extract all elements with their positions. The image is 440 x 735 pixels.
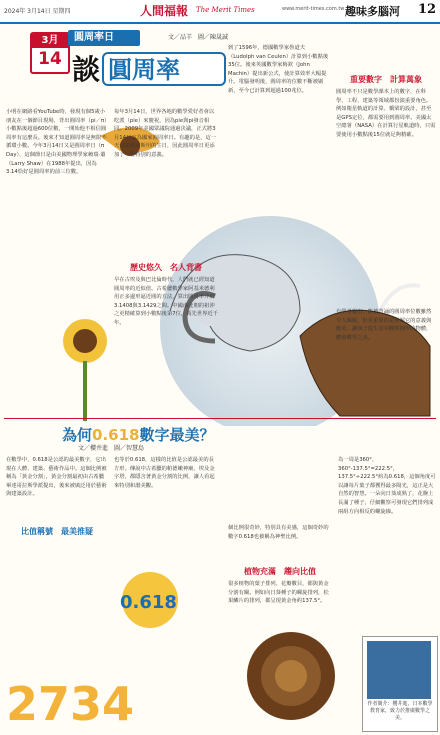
article2-column-4: 很多植物的葉子排列、花瓣數目，都與黃金分割有關。例如向日葵種子的螺旋排列，松果鱗片的排列，都呈現黃金角約137.5°。 <box>228 581 329 605</box>
article2-column-5: 為一周是360°，360°-137.5°=222.5°，137.5°÷222.5°約為0.618，這個角度可以讓每片葉子都獲得最多陽光，這正是大自然的智慧。一朵向日葵成熟了，花盤上長滿了種子，仔細觀察可發現它們排列成兩組方向相反的螺旋線。 <box>338 457 436 515</box>
article-title: 圓周率 <box>108 56 180 84</box>
article2-column-2: 也等於0.618，這樣的比值是公認最美的長方形。傳說中古希臘的帕德嫩神廟、埃及金字塔，都隱含著黃金分割的比例，讓人看起來特別和諧美觀。 <box>114 457 215 489</box>
article-title-prefix: 談 <box>72 53 101 86</box>
calendar-icon <box>30 32 70 74</box>
sunflower-spiral-illustration <box>226 620 356 732</box>
website-url: www.merit-times.com.tw <box>282 6 345 12</box>
article2-title-prefix: 為何 <box>62 426 93 444</box>
section-heading-important: 重要數字 計算萬象 <box>350 75 422 84</box>
article2-title-suffix: 數字最美？ <box>139 426 215 444</box>
calendar-month: 3月 <box>32 34 68 48</box>
section-divider <box>4 418 436 419</box>
article-column-4: 到了1596年，德國數學家魯道夫（Ludolph van Ceulen）計算到小數點後35位。後來英國數學家梅欽（John Machin）提出新公式，使計算效率大幅提升。電腦發明後，圓周率的位數不斷被刷新，至今已計算到超過100兆位。 <box>228 45 329 94</box>
author-credit-box <box>362 636 438 732</box>
article-column-1: 小明在網路看YouTube時，發現有個5歲小朋友在一個節目現場，背出圓周率（pi／π）小數點後超過600位數，一開始他不相信圓周率有這麼長。後來才知道圓周率是無限不循環小數。今年3月14日又是圓周率日（π Day），這個節日是由美國物理學家賴瑞·蕭（Larry Shaw）在1988年提出，因為3.14恰好是圓周率的前三位數。 <box>6 109 107 176</box>
number-decoration: 2734 <box>6 677 135 731</box>
issue-date: 2024年 3月14日 星期四 <box>4 8 71 15</box>
ratio-text-mark: 0.618 <box>120 592 177 613</box>
feature-tag: 圓周率日 <box>68 30 140 46</box>
article2-byline: 文／櫻井進 圖／智慧島 <box>78 445 145 452</box>
article2-column-3: 個比例很奇妙，特別具有美感，這個奇妙的數字0.618也被稱為神聖比例。 <box>228 525 329 540</box>
article2-title-number: 0.618 <box>92 426 140 444</box>
calendar-day: 14 <box>38 49 62 69</box>
page-number: 12 <box>418 2 437 17</box>
article-column-2: 每年3月14日，世界各地的數學愛好者會以吃派（pie）來慶祝，因為pie與pi發音相同。2009年美國眾議院通過決議，正式將3月14日定為國家圓周率日。有趣的是，這一天也是愛因斯坦的生日，因此圓周率日更添加了一份特別的意義。 <box>114 109 217 158</box>
newspaper-header <box>0 0 440 24</box>
article-column-3: 早在古埃及與巴比倫時代，人們就已經知道圓周率的近似值。古希臘數學家阿基米德利用正多邊形逼近圓的方法，算出圓周率介於3.1408與3.1429之間。中國南北朝的祖沖之更精確算到小數點後第7位，領先世界近千年。 <box>114 277 218 326</box>
section-name: 趣味多腦河 <box>345 5 400 18</box>
book-cover-image <box>367 641 431 699</box>
newspaper-logo-english: The Merit Times <box>196 6 255 14</box>
article2-title <box>62 424 214 445</box>
article-byline: 文／品羊 圖／陳晟誠 <box>168 34 229 41</box>
newspaper-logo: 人間福報 <box>140 4 189 18</box>
section-heading-plants: 植物充滿 趨向比值 <box>244 567 316 576</box>
golden-ratio-illustration <box>0 560 200 735</box>
article2-column-1: 在數學中，0.618是公認的最美數字，它出現在人體、建築、藝術作品中。這個比例被稱為「黃金分割」，黃金分割最初由古希臘畢達哥拉斯學派提出，後來被廣泛用於藝術與建築設計。 <box>6 457 107 498</box>
article-column-5: 圓周率不只是數學課本上的數字，在科學、工程、建築等領域都扮演重要角色。例如衛星軌道的計算、橋梁的設計，甚至是GPS定位，都需要用到圓周率。美國太空總署（NASA）在計算行星軌道時，只需要使用小數點後15位就足夠精確。 <box>336 89 436 138</box>
author-credit-text: 作者簡介：櫻井進，日本數學教育家，致力於推廣數學之美。 <box>367 701 433 721</box>
section-heading-history: 歷史悠久 名人背書 <box>130 263 202 272</box>
article-column-6: 有學者提出，能被背誦的圓周率位數雖然令人佩服，但更重要的是理解它的意義與應用。讓孩子從生活中觀察圓形的物體，體會數學之美。 <box>336 309 432 341</box>
section-heading-ratio: 比值稱號 最美推疑 <box>21 527 93 536</box>
